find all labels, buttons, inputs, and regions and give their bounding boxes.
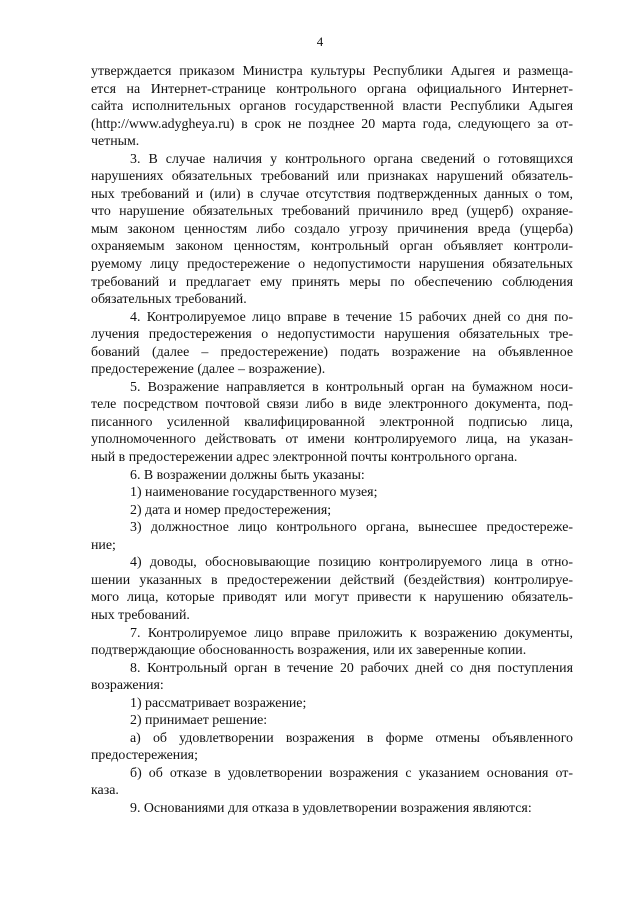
text-line: лучения предостережения о недопустимости нарушения обязательных тре- [91, 327, 573, 343]
text-line: уполномоченного действовать от имени контролируемого лица, на указан- [91, 432, 573, 448]
page-number: 4 [316, 34, 324, 49]
text-line: охраняемым законом ценностям, контрольный орган объявляет контроли- [91, 239, 573, 255]
text-line: ных требований. [91, 607, 190, 623]
text-line: требований и предлагает ему принять меры по обеспечению соблюдения [91, 274, 573, 290]
text-line: 2) дата и номер предостережения; [130, 502, 332, 518]
text-line: теле посредством почтовой связи либо в виде электронного документа, под- [91, 397, 573, 413]
text-line: что нарушение обязательных требований причинило вред (ущерб) охраняе- [91, 204, 573, 220]
text-line: 8. Контрольный орган в течение 20 рабочих дней со дня поступления [130, 660, 573, 676]
text-line: мого лица, которые приводят или могут привести к нарушению обязатель- [91, 590, 573, 606]
text-line: ется на Интернет-странице контрольного органа официального Интернет- [91, 81, 573, 97]
text-line: предостережение (далее – возражение). [91, 362, 326, 378]
text-line: четным. [91, 134, 140, 150]
document-body [91, 63, 573, 818]
text-line: каза. [91, 783, 119, 799]
text-line: б) об отказе в удовлетворении возражения с указанием основания от- [130, 765, 573, 781]
text-line: 3. В случае наличия у контрольного органа сведений о готовящихся [130, 151, 573, 167]
text-line: предостережения; [91, 748, 198, 764]
text-line: 5. Возражение направляется в контрольный орган на бумажном носи- [130, 379, 573, 395]
text-line: 4) доводы, обосновывающие позицию контролируемого лица в отно- [130, 555, 573, 571]
text-line: сайта исполнительных органов государственной власти Республики Адыгея [91, 99, 573, 115]
text-line: 1) рассматривает возражение; [130, 695, 307, 711]
text-line: возражения: [91, 678, 164, 694]
text-line: 9. Основаниями для отказа в удовлетворении возражения являются: [130, 800, 532, 816]
text-line: мым законом ценностям либо создало угрозу причинения вреда (ущерба) [91, 221, 573, 237]
text-line: 7. Контролируемое лицо вправе приложить к возражению документы, [130, 625, 573, 641]
text-line: 6. В возражении должны быть указаны: [130, 467, 365, 483]
text-line: 2) принимает решение: [130, 713, 268, 729]
text-line: 1) наименование государственного музея; [130, 485, 378, 501]
text-line: 4. Контролируемое лицо вправе в течение 15 рабочих дней со дня по- [130, 309, 573, 325]
text-line: писанного усиленной квалифицированной электронной подписью лица, [91, 414, 573, 430]
text-line: нарушениях обязательных требований или признаках нарушений обязатель- [91, 169, 573, 185]
text-line: а) об удовлетворении возражения в форме отмены объявленного [130, 730, 573, 746]
text-line: (http://www.adygheya.ru) в срок не позднее 20 марта года, следующего за от- [91, 116, 573, 132]
text-line: бований (далее – предостережение) подать возражение на объявленное [91, 344, 573, 360]
text-line: ный в предостережении адрес электронной почты контрольного органа. [91, 450, 518, 466]
text-line: 3) должностное лицо контрольного органа, вынесшее предостереже- [130, 520, 573, 536]
text-line: шении указанных в предостережении действий (бездействия) контролируе- [91, 572, 573, 588]
text-line: ние; [91, 537, 116, 553]
text-line: утверждается приказом Министра культуры Республики Адыгея и размеща- [91, 64, 573, 79]
text-line: обязательных требований. [91, 292, 247, 308]
text-line: подтверждающие обоснованность возражения, или их заверенные копии. [91, 643, 527, 659]
text-line: ных требований и (или) в случае отсутствия подтвержденных данных о том, [91, 186, 573, 202]
text-line: руемому лицу предостережение о недопустимости нарушения обязательных [91, 257, 573, 273]
